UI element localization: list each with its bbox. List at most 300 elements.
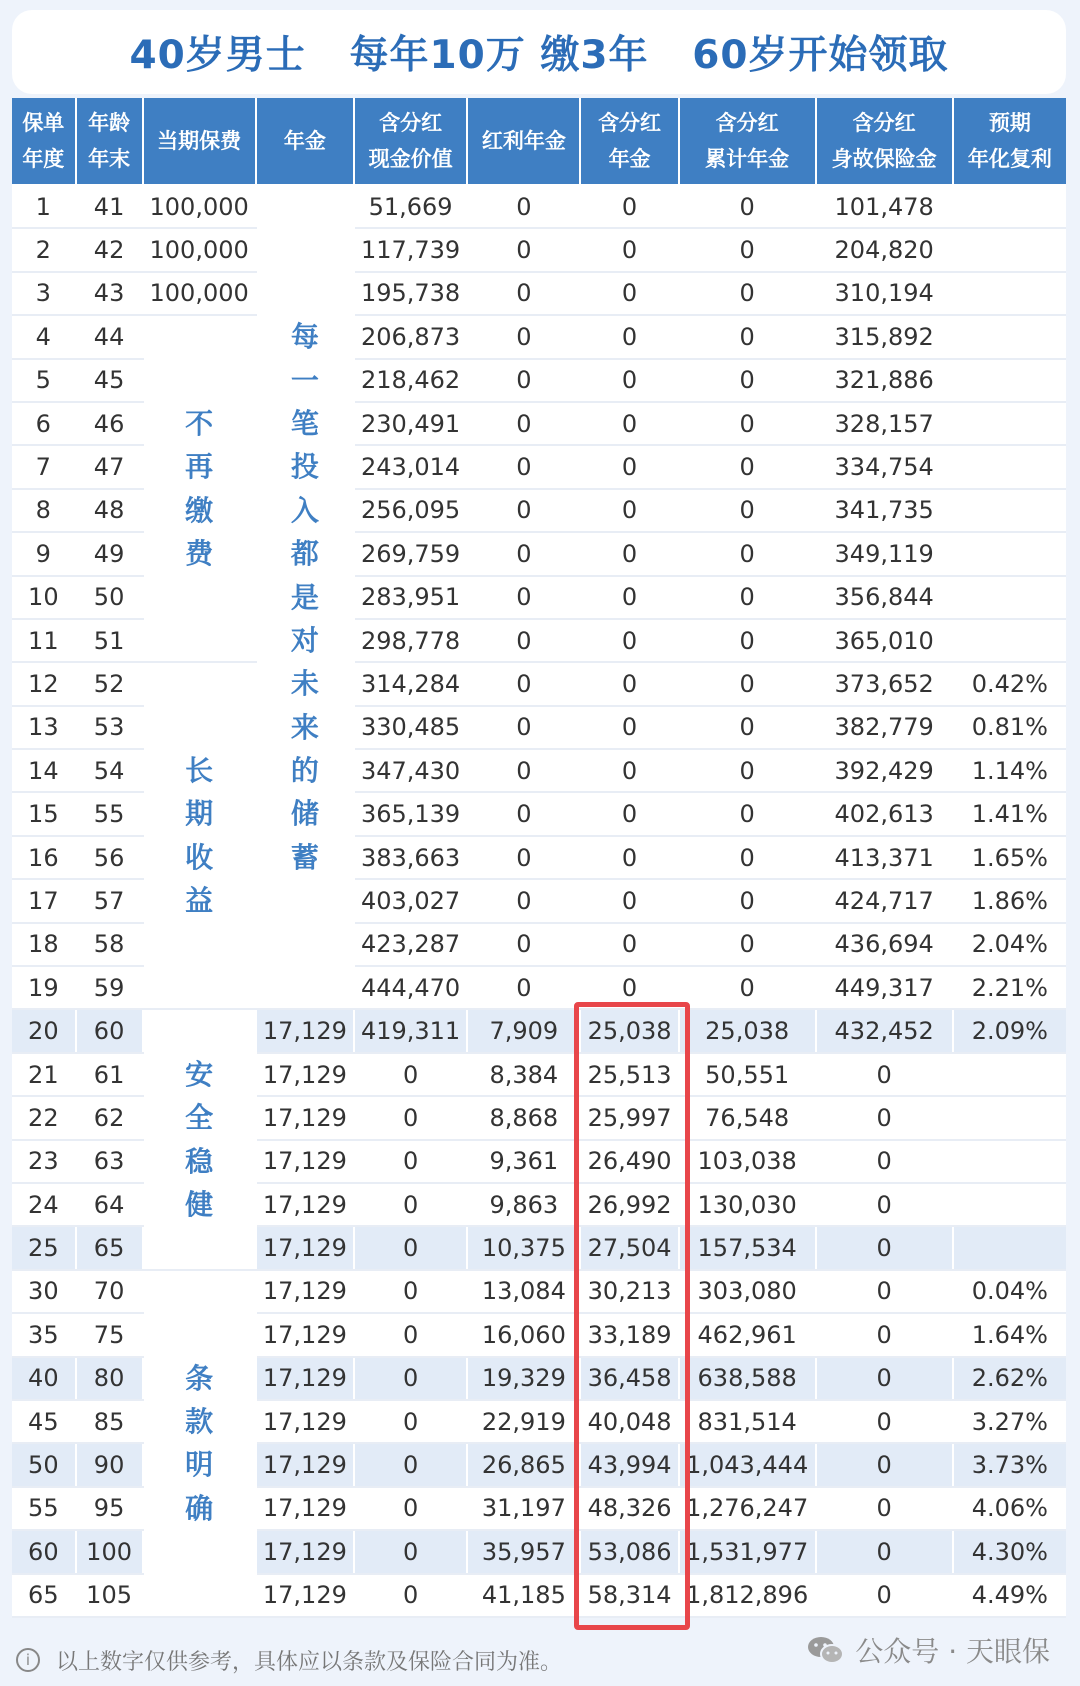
total-annuity-cell: 33,189 <box>580 1313 678 1356</box>
title-card <box>12 10 1066 94</box>
cumulative-annuity-cell: 0 <box>679 185 816 228</box>
age-cell: 47 <box>76 445 143 488</box>
annuity-cell: 17,129 <box>256 1530 354 1573</box>
cumulative-annuity-cell: 638,588 <box>679 1357 816 1400</box>
column-header <box>816 98 953 185</box>
cash-value-cell: 0 <box>354 1530 467 1573</box>
policy-year-cell: 8 <box>12 489 76 532</box>
policy-year-cell: 20 <box>12 1009 76 1052</box>
cash-value-cell: 230,491 <box>354 402 467 445</box>
table-row <box>12 185 1066 228</box>
age-cell: 105 <box>76 1574 143 1617</box>
total-annuity-cell: 0 <box>580 445 678 488</box>
death-benefit-cell: 101,478 <box>816 185 953 228</box>
annual-rate-cell: 4.06% <box>953 1487 1066 1530</box>
cumulative-annuity-cell: 0 <box>679 662 816 705</box>
age-cell: 64 <box>76 1183 143 1226</box>
death-benefit-cell: 0 <box>816 1530 953 1573</box>
annual-rate-cell: 4.30% <box>953 1530 1066 1573</box>
cash-value-cell: 365,139 <box>354 792 467 835</box>
dividend-annuity-cell: 0 <box>467 749 580 792</box>
death-benefit-cell: 321,886 <box>816 359 953 402</box>
death-benefit-cell: 0 <box>816 1053 953 1096</box>
watermark <box>807 1630 1050 1670</box>
column-header-line2: 现金价值 <box>368 147 453 171</box>
death-benefit-cell: 0 <box>816 1270 953 1313</box>
policy-year-cell: 10 <box>12 576 76 619</box>
annual-rate-cell: 0.04% <box>953 1270 1066 1313</box>
column-header <box>76 98 143 185</box>
table-row <box>12 662 1066 705</box>
age-cell: 54 <box>76 749 143 792</box>
cash-value-cell: 0 <box>354 1443 467 1486</box>
annual-rate-cell <box>953 359 1066 402</box>
death-benefit-cell: 365,010 <box>816 619 953 662</box>
dividend-annuity-cell: 0 <box>467 402 580 445</box>
cash-value-cell: 444,470 <box>354 966 467 1009</box>
column-header-line2: 身故保险金 <box>831 147 937 171</box>
policy-year-cell: 6 <box>12 402 76 445</box>
death-benefit-cell: 449,317 <box>816 966 953 1009</box>
total-annuity-cell: 40,048 <box>580 1400 678 1443</box>
total-annuity-cell: 0 <box>580 489 678 532</box>
column-header <box>256 98 354 185</box>
age-cell: 85 <box>76 1400 143 1443</box>
annuity-cell: 17,129 <box>256 1400 354 1443</box>
total-annuity-cell: 0 <box>580 315 678 358</box>
total-annuity-cell: 25,513 <box>580 1053 678 1096</box>
cash-value-cell: 383,663 <box>354 836 467 879</box>
page-title: 40岁男士 每年10万 缴3年 60岁开始领取 <box>129 33 949 78</box>
column-header-line1: 含分红 <box>598 111 662 135</box>
annual-rate-cell: 2.04% <box>953 923 1066 966</box>
policy-year-cell: 55 <box>12 1487 76 1530</box>
premium-cell: 100,000 <box>143 228 256 271</box>
cumulative-annuity-cell: 0 <box>679 966 816 1009</box>
total-annuity-cell: 48,326 <box>580 1487 678 1530</box>
death-benefit-cell: 382,779 <box>816 706 953 749</box>
dividend-annuity-cell: 0 <box>467 923 580 966</box>
column-header-line2: 年度 <box>22 147 65 171</box>
annual-rate-cell <box>953 315 1066 358</box>
cumulative-annuity-cell: 25,038 <box>679 1009 816 1052</box>
annual-rate-cell <box>953 272 1066 315</box>
total-annuity-cell: 0 <box>580 576 678 619</box>
total-annuity-cell: 0 <box>580 532 678 575</box>
total-annuity-cell: 58,314 <box>580 1574 678 1617</box>
cash-value-cell: 0 <box>354 1140 467 1183</box>
column-header-line1: 含分红 <box>715 111 779 135</box>
annuity-cell: 17,129 <box>256 1313 354 1356</box>
table-row <box>12 272 1066 315</box>
age-cell: 42 <box>76 228 143 271</box>
policy-year-cell: 7 <box>12 445 76 488</box>
policy-year-cell: 2 <box>12 228 76 271</box>
age-cell: 51 <box>76 619 143 662</box>
dividend-annuity-cell: 0 <box>467 576 580 619</box>
age-cell: 75 <box>76 1313 143 1356</box>
policy-year-cell: 3 <box>12 272 76 315</box>
age-cell: 70 <box>76 1270 143 1313</box>
total-annuity-cell: 27,504 <box>580 1226 678 1269</box>
policy-year-cell: 5 <box>12 359 76 402</box>
cash-value-cell: 206,873 <box>354 315 467 358</box>
cumulative-annuity-cell: 303,080 <box>679 1270 816 1313</box>
annuity-cell: 17,129 <box>256 1053 354 1096</box>
age-cell: 95 <box>76 1487 143 1530</box>
age-cell: 62 <box>76 1096 143 1139</box>
premium-cell: 100,000 <box>143 272 256 315</box>
dividend-annuity-cell: 0 <box>467 619 580 662</box>
death-benefit-cell: 0 <box>816 1487 953 1530</box>
death-benefit-cell: 0 <box>816 1574 953 1617</box>
dividend-annuity-cell: 26,865 <box>467 1443 580 1486</box>
policy-year-cell: 21 <box>12 1053 76 1096</box>
dividend-annuity-cell: 0 <box>467 966 580 1009</box>
annual-rate-cell <box>953 619 1066 662</box>
policy-year-cell: 1 <box>12 185 76 228</box>
annual-rate-cell: 3.73% <box>953 1443 1066 1486</box>
total-annuity-cell: 0 <box>580 619 678 662</box>
dividend-annuity-cell: 0 <box>467 879 580 922</box>
total-annuity-cell: 0 <box>580 402 678 445</box>
total-annuity-cell: 0 <box>580 272 678 315</box>
column-header <box>354 98 467 185</box>
cash-value-cell: 0 <box>354 1487 467 1530</box>
policy-year-cell: 60 <box>12 1530 76 1573</box>
cash-value-cell: 218,462 <box>354 359 467 402</box>
column-header-line1: 年龄 <box>88 111 131 135</box>
column-header-line2: 累计年金 <box>705 147 790 171</box>
cash-value-cell: 269,759 <box>354 532 467 575</box>
total-annuity-cell: 26,490 <box>580 1140 678 1183</box>
death-benefit-cell: 402,613 <box>816 792 953 835</box>
table-row <box>12 228 1066 271</box>
age-cell: 43 <box>76 272 143 315</box>
policy-year-cell: 25 <box>12 1226 76 1269</box>
death-benefit-cell: 349,119 <box>816 532 953 575</box>
death-benefit-cell: 373,652 <box>816 662 953 705</box>
age-cell: 90 <box>76 1443 143 1486</box>
cash-value-cell: 298,778 <box>354 619 467 662</box>
death-benefit-cell: 0 <box>816 1140 953 1183</box>
cash-value-cell: 51,669 <box>354 185 467 228</box>
death-benefit-cell: 432,452 <box>816 1009 953 1052</box>
policy-year-cell: 9 <box>12 532 76 575</box>
cumulative-annuity-cell: 157,534 <box>679 1226 816 1269</box>
cumulative-annuity-cell: 0 <box>679 445 816 488</box>
dividend-annuity-cell: 0 <box>467 532 580 575</box>
policy-year-cell: 18 <box>12 923 76 966</box>
cash-value-cell: 117,739 <box>354 228 467 271</box>
annual-rate-cell: 1.86% <box>953 879 1066 922</box>
total-annuity-cell: 0 <box>580 879 678 922</box>
annuity-cell: 17,129 <box>256 1443 354 1486</box>
age-cell: 100 <box>76 1530 143 1573</box>
cash-value-cell: 195,738 <box>354 272 467 315</box>
age-cell: 55 <box>76 792 143 835</box>
dividend-annuity-cell: 16,060 <box>467 1313 580 1356</box>
watermark-text: 公众号 · 天眼保 <box>855 1635 1050 1668</box>
dividend-annuity-cell: 0 <box>467 272 580 315</box>
column-header <box>143 98 256 185</box>
death-benefit-cell: 315,892 <box>816 315 953 358</box>
total-annuity-cell: 0 <box>580 836 678 879</box>
cumulative-annuity-cell: 1,276,247 <box>679 1487 816 1530</box>
cumulative-annuity-cell: 103,038 <box>679 1140 816 1183</box>
age-cell: 65 <box>76 1226 143 1269</box>
dividend-annuity-cell: 0 <box>467 228 580 271</box>
death-benefit-cell: 424,717 <box>816 879 953 922</box>
cumulative-annuity-cell: 76,548 <box>679 1096 816 1139</box>
cumulative-annuity-cell: 0 <box>679 836 816 879</box>
cash-value-cell: 243,014 <box>354 445 467 488</box>
dividend-annuity-cell: 0 <box>467 185 580 228</box>
annual-rate-cell: 2.09% <box>953 1009 1066 1052</box>
cash-value-cell: 0 <box>354 1183 467 1226</box>
dividend-annuity-cell: 13,084 <box>467 1270 580 1313</box>
total-annuity-cell: 43,994 <box>580 1443 678 1486</box>
policy-year-cell: 19 <box>12 966 76 1009</box>
annuity-cell: 17,129 <box>256 1183 354 1226</box>
policy-year-cell: 11 <box>12 619 76 662</box>
annuity-slogan: 每一笔投入都是对未来的储蓄 <box>256 185 354 1009</box>
annual-rate-cell: 1.64% <box>953 1313 1066 1356</box>
column-header-line2: 年化复利 <box>967 147 1052 171</box>
column-header-line1: 预期 <box>988 111 1031 135</box>
cumulative-annuity-cell: 0 <box>679 402 816 445</box>
age-cell: 45 <box>76 359 143 402</box>
dividend-annuity-cell: 9,361 <box>467 1140 580 1183</box>
total-annuity-cell: 0 <box>580 359 678 402</box>
wechat-icon <box>807 1635 845 1665</box>
annual-rate-cell <box>953 1053 1066 1096</box>
total-annuity-cell: 25,038 <box>580 1009 678 1052</box>
cash-value-cell: 0 <box>354 1357 467 1400</box>
age-cell: 59 <box>76 966 143 1009</box>
cumulative-annuity-cell: 0 <box>679 315 816 358</box>
policy-year-cell: 12 <box>12 662 76 705</box>
death-benefit-cell: 328,157 <box>816 402 953 445</box>
annual-rate-cell: 2.62% <box>953 1357 1066 1400</box>
age-cell: 41 <box>76 185 143 228</box>
death-benefit-cell: 204,820 <box>816 228 953 271</box>
dividend-annuity-cell: 8,868 <box>467 1096 580 1139</box>
disclaimer: 以上数字仅供参考，具体应以条款及保险合同为准。 <box>56 1649 563 1675</box>
death-benefit-cell: 436,694 <box>816 923 953 966</box>
annual-rate-cell <box>953 1140 1066 1183</box>
cumulative-annuity-cell: 831,514 <box>679 1400 816 1443</box>
policy-year-cell: 4 <box>12 315 76 358</box>
table-row <box>12 1270 1066 1313</box>
age-cell: 80 <box>76 1357 143 1400</box>
death-benefit-cell: 0 <box>816 1400 953 1443</box>
annuity-cell: 17,129 <box>256 1357 354 1400</box>
policy-year-cell: 16 <box>12 836 76 879</box>
annual-rate-cell: 0.42% <box>953 662 1066 705</box>
policy-year-cell: 13 <box>12 706 76 749</box>
dividend-annuity-cell: 0 <box>467 836 580 879</box>
annuity-cell: 17,129 <box>256 1574 354 1617</box>
policy-year-cell: 22 <box>12 1096 76 1139</box>
policy-year-cell: 15 <box>12 792 76 835</box>
annuity-cell: 17,129 <box>256 1487 354 1530</box>
annual-rate-cell: 1.41% <box>953 792 1066 835</box>
cash-value-cell: 0 <box>354 1270 467 1313</box>
total-annuity-cell: 0 <box>580 792 678 835</box>
cash-value-cell: 314,284 <box>354 662 467 705</box>
table-row <box>12 315 1066 358</box>
dividend-annuity-cell: 0 <box>467 315 580 358</box>
annual-rate-cell <box>953 402 1066 445</box>
death-benefit-cell: 0 <box>816 1443 953 1486</box>
death-benefit-cell: 0 <box>816 1357 953 1400</box>
benefit-table <box>12 98 1066 1618</box>
policy-year-cell: 23 <box>12 1140 76 1183</box>
age-cell: 63 <box>76 1140 143 1183</box>
cumulative-annuity-cell: 0 <box>679 532 816 575</box>
column-header-line1: 当期保费 <box>157 129 242 153</box>
annual-rate-cell: 2.21% <box>953 966 1066 1009</box>
cash-value-cell: 0 <box>354 1313 467 1356</box>
dividend-annuity-cell: 0 <box>467 792 580 835</box>
death-benefit-cell: 0 <box>816 1183 953 1226</box>
annual-rate-cell: 0.81% <box>953 706 1066 749</box>
dividend-annuity-cell: 0 <box>467 489 580 532</box>
premium-slogan: 不再缴费 <box>143 315 256 662</box>
death-benefit-cell: 0 <box>816 1313 953 1356</box>
policy-year-cell: 45 <box>12 1400 76 1443</box>
dividend-annuity-cell: 19,329 <box>467 1357 580 1400</box>
column-header-line1: 含分红 <box>379 111 443 135</box>
age-cell: 58 <box>76 923 143 966</box>
death-benefit-cell: 0 <box>816 1226 953 1269</box>
cumulative-annuity-cell: 0 <box>679 272 816 315</box>
premium-slogan: 长期收益 <box>143 662 256 1009</box>
cash-value-cell: 256,095 <box>354 489 467 532</box>
table-body <box>12 185 1066 1617</box>
cumulative-annuity-cell: 0 <box>679 359 816 402</box>
age-cell: 44 <box>76 315 143 358</box>
policy-year-cell: 30 <box>12 1270 76 1313</box>
policy-year-cell: 24 <box>12 1183 76 1226</box>
column-header <box>580 98 678 185</box>
dividend-annuity-cell: 10,375 <box>467 1226 580 1269</box>
age-cell: 61 <box>76 1053 143 1096</box>
death-benefit-cell: 392,429 <box>816 749 953 792</box>
policy-year-cell: 35 <box>12 1313 76 1356</box>
cumulative-annuity-cell: 1,812,896 <box>679 1574 816 1617</box>
annual-rate-cell <box>953 1096 1066 1139</box>
annual-rate-cell <box>953 1183 1066 1226</box>
cumulative-annuity-cell: 0 <box>679 706 816 749</box>
column-header <box>953 98 1066 185</box>
policy-year-cell: 14 <box>12 749 76 792</box>
death-benefit-cell: 334,754 <box>816 445 953 488</box>
table-row <box>12 1009 1066 1052</box>
total-annuity-cell: 0 <box>580 706 678 749</box>
column-header-line1: 红利年金 <box>481 129 566 153</box>
cash-value-cell: 0 <box>354 1096 467 1139</box>
total-annuity-cell: 25,997 <box>580 1096 678 1139</box>
total-annuity-cell: 0 <box>580 662 678 705</box>
annual-rate-cell <box>953 1226 1066 1269</box>
cumulative-annuity-cell: 1,531,977 <box>679 1530 816 1573</box>
annual-rate-cell <box>953 185 1066 228</box>
age-cell: 48 <box>76 489 143 532</box>
annual-rate-cell <box>953 228 1066 271</box>
cumulative-annuity-cell: 0 <box>679 489 816 532</box>
death-benefit-cell: 341,735 <box>816 489 953 532</box>
cash-value-cell: 0 <box>354 1574 467 1617</box>
cash-value-cell: 0 <box>354 1226 467 1269</box>
column-header <box>12 98 76 185</box>
header-row <box>12 98 1066 185</box>
cash-value-cell: 423,287 <box>354 923 467 966</box>
cash-value-cell: 419,311 <box>354 1009 467 1052</box>
age-cell: 50 <box>76 576 143 619</box>
dividend-annuity-cell: 0 <box>467 359 580 402</box>
age-cell: 53 <box>76 706 143 749</box>
total-annuity-cell: 53,086 <box>580 1530 678 1573</box>
column-header-line1: 保单 <box>22 111 65 135</box>
cumulative-annuity-cell: 0 <box>679 923 816 966</box>
annuity-cell: 17,129 <box>256 1270 354 1313</box>
premium-slogan: 条款明确 <box>143 1270 256 1617</box>
total-annuity-cell: 0 <box>580 185 678 228</box>
dividend-annuity-cell: 0 <box>467 706 580 749</box>
cumulative-annuity-cell: 50,551 <box>679 1053 816 1096</box>
death-benefit-cell: 0 <box>816 1096 953 1139</box>
cumulative-annuity-cell: 0 <box>679 879 816 922</box>
age-cell: 56 <box>76 836 143 879</box>
dividend-annuity-cell: 31,197 <box>467 1487 580 1530</box>
death-benefit-cell: 413,371 <box>816 836 953 879</box>
column-header <box>467 98 580 185</box>
total-annuity-cell: 26,992 <box>580 1183 678 1226</box>
premium-slogan: 安全稳健 <box>143 1009 256 1269</box>
premium-cell: 100,000 <box>143 185 256 228</box>
column-header-line2: 年金 <box>608 147 651 171</box>
column-header-line1: 含分红 <box>852 111 916 135</box>
age-cell: 46 <box>76 402 143 445</box>
dividend-annuity-cell: 9,863 <box>467 1183 580 1226</box>
annual-rate-cell <box>953 576 1066 619</box>
dividend-annuity-cell: 35,957 <box>467 1530 580 1573</box>
cumulative-annuity-cell: 130,030 <box>679 1183 816 1226</box>
cash-value-cell: 0 <box>354 1053 467 1096</box>
cumulative-annuity-cell: 462,961 <box>679 1313 816 1356</box>
dividend-annuity-cell: 41,185 <box>467 1574 580 1617</box>
total-annuity-cell: 0 <box>580 923 678 966</box>
cumulative-annuity-cell: 0 <box>679 576 816 619</box>
policy-year-cell: 17 <box>12 879 76 922</box>
cash-value-cell: 403,027 <box>354 879 467 922</box>
death-benefit-cell: 356,844 <box>816 576 953 619</box>
annuity-cell: 17,129 <box>256 1096 354 1139</box>
dividend-annuity-cell: 0 <box>467 662 580 705</box>
cash-value-cell: 330,485 <box>354 706 467 749</box>
column-header <box>679 98 816 185</box>
age-cell: 49 <box>76 532 143 575</box>
highlight-box <box>574 1002 690 1630</box>
total-annuity-cell: 0 <box>580 966 678 1009</box>
policy-year-cell: 50 <box>12 1443 76 1486</box>
dividend-annuity-cell: 8,384 <box>467 1053 580 1096</box>
cash-value-cell: 0 <box>354 1400 467 1443</box>
cumulative-annuity-cell: 0 <box>679 792 816 835</box>
annual-rate-cell: 3.27% <box>953 1400 1066 1443</box>
